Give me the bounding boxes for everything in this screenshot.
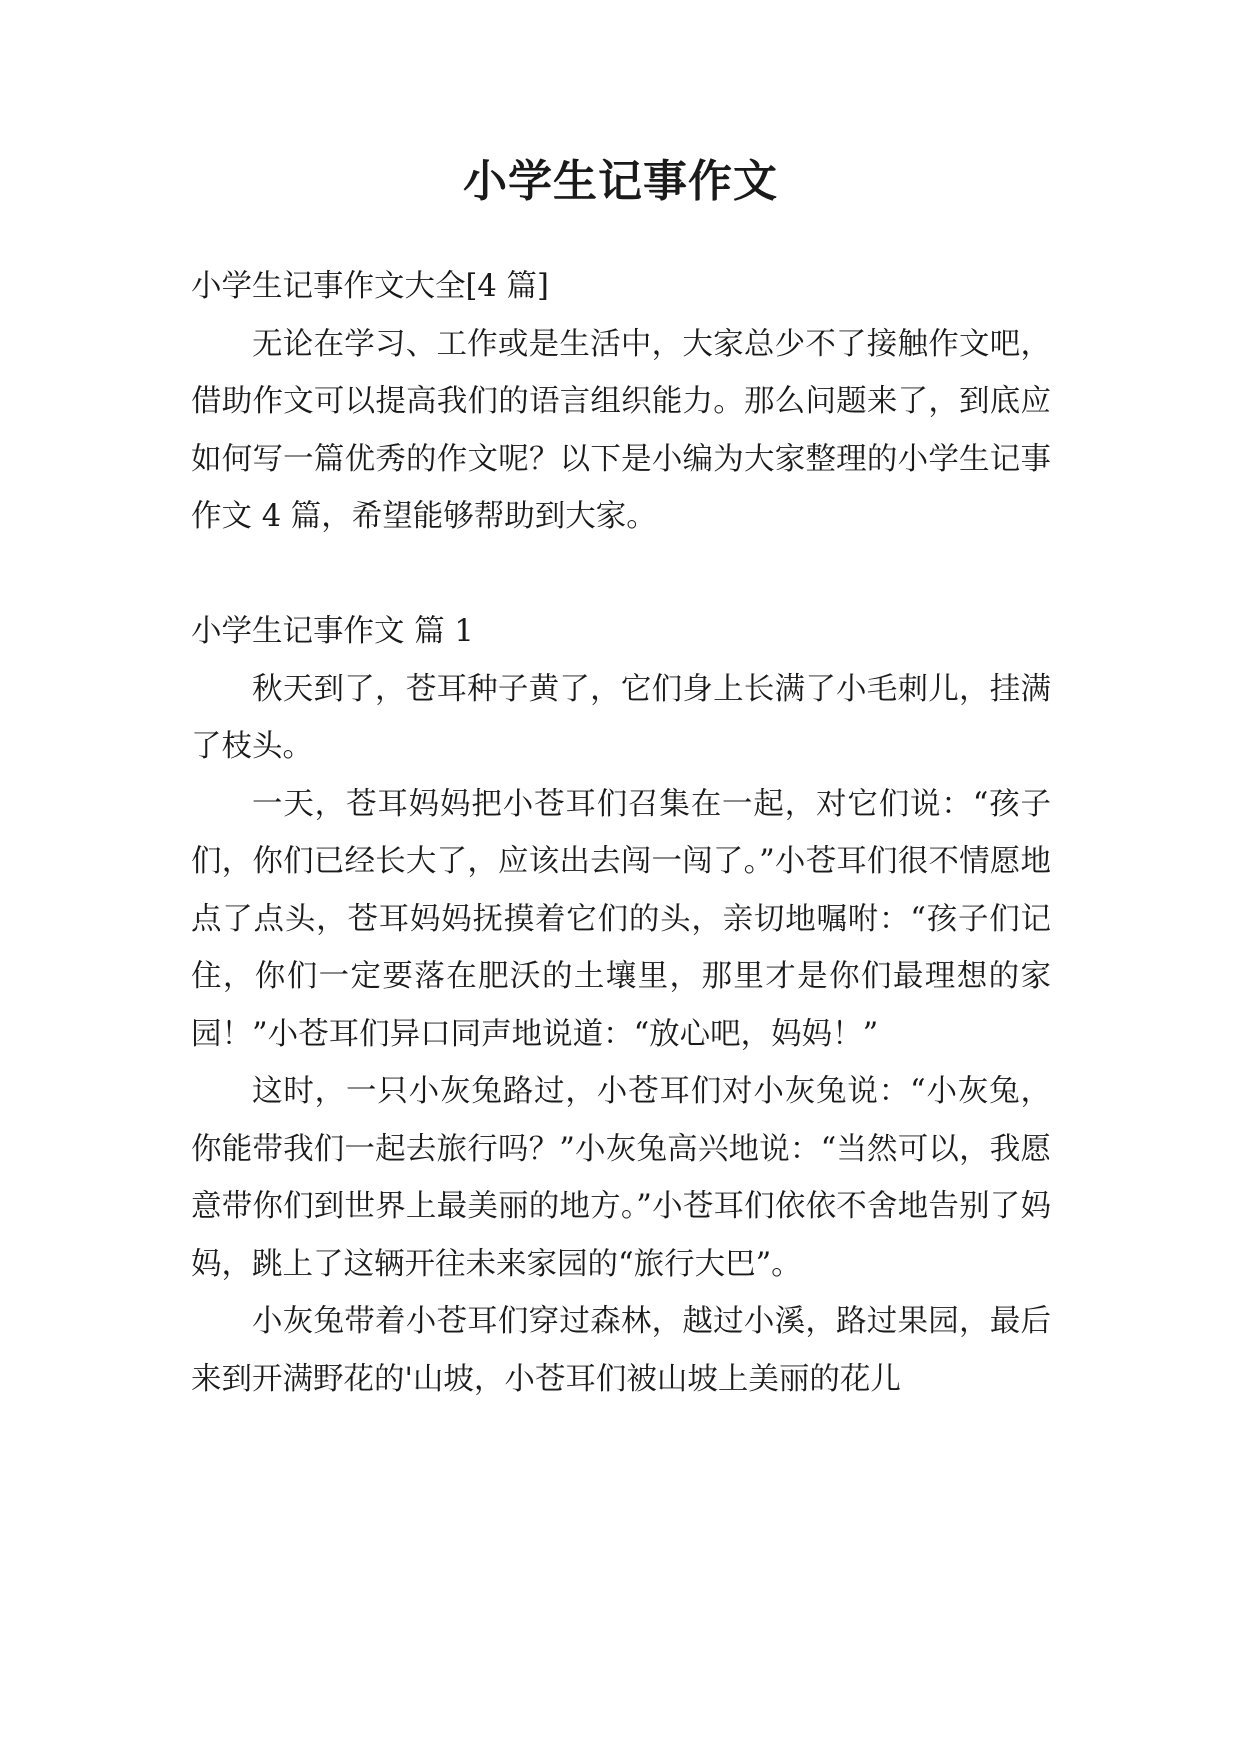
body-paragraph: 一天，苍耳妈妈把小苍耳们召集在一起，对它们说：“孩子们，你们已经长大了，应该出去闯一闯了。”小苍耳们很不情愿地点了点头，苍耳妈妈抚摸着它们的头，亲切地嘱咐：“孩子们记住，你们一定要落在肥沃的土壤里，那里才是你们最理想的家园！”小苍耳们异口同声地说道：“放心吧，妈妈！” — [191, 786, 1051, 1052]
document-body — [191, 258, 1051, 1408]
document-title: 小学生记事作文 — [463, 156, 778, 207]
intro-paragraph: 无论在学习、工作或是生活中，大家总少不了接触作文吧，借助作文可以提高我们的语言组织能力。那么问题来了，到底应如何写一篇优秀的作文呢？以下是小编为大家整理的小学生记事作文 4 篇，希望能够帮助到大家。 — [191, 326, 1051, 534]
body-paragraph: 秋天到了，苍耳种子黄了，它们身上长满了小毛刺儿，挂满了枝头。 — [191, 671, 1051, 764]
section-heading: 小学生记事作文 篇 1 — [191, 614, 474, 649]
section-spacer — [191, 546, 1051, 604]
document-subtitle: 小学生记事作文大全[4 篇] — [191, 269, 549, 304]
body-paragraph: 这时，一只小灰兔路过，小苍耳们对小灰兔说：“小灰兔，你能带我们一起去旅行吗？”小灰兔高兴地说：“当然可以，我愿意带你们到世界上最美丽的地方。”小苍耳们依依不舍地告别了妈妈，跳上了这辆开往未来家园的“旅行大巴”。 — [191, 1074, 1051, 1282]
body-paragraph: 小灰兔带着小苍耳们穿过森林，越过小溪，路过果园，最后来到开满野花的'山坡，小苍耳们被山坡上美丽的花儿 — [191, 1304, 1051, 1397]
